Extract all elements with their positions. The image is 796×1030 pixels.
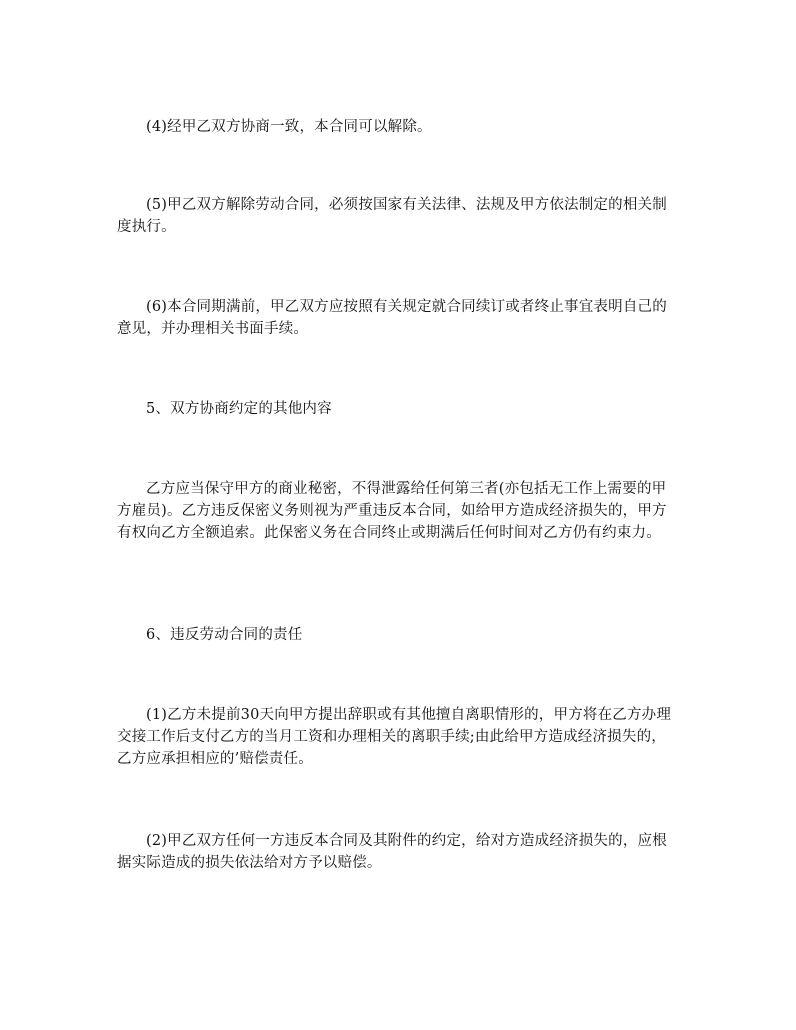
liability-clause-1-paragraph: (1)乙方未提前30天向甲方提出辞职或有其他擅自离职情形的，甲方将在乙方办理交接工作后支付乙方的当月工资和办理相关的离职手续;由此给甲方造成经济损失的，乙方应承担相应的’赔偿责任。 (117, 707, 672, 767)
clause-4-paragraph: (4)经甲乙双方协商一致，本合同可以解除。 (146, 119, 432, 135)
section-5-heading: 5、双方协商约定的其他内容 (146, 401, 332, 417)
clause-6-paragraph: (6)本合同期满前，甲乙双方应按照有关规定就合同续订或者终止事宜表明自己的意见，并办理相关书面手续。 (117, 299, 667, 337)
section-6-heading: 6、违反劳动合同的责任 (146, 627, 303, 643)
liability-clause-2-paragraph: (2)甲乙双方任何一方违反本合同及其附件的约定，给对方造成经济损失的，应根据实际造成的损失依法给对方予以赔偿。 (117, 833, 667, 871)
clause-5-paragraph: (5)甲乙双方解除劳动合同，必须按国家有关法律、法规及甲方依法制定的相关制度执行。 (117, 197, 667, 235)
confidentiality-paragraph: 乙方应当保守甲方的商业秘密，不得泄露给任何第三者(亦包括无工作上需要的甲方雇员)。乙方违反保密义务则视为严重违反本合同，如给甲方造成经济损失的，甲方有权向乙方全额追索。此保密义务在合同终止或期满后任何时间对乙方仍有约束力。 (117, 481, 667, 541)
